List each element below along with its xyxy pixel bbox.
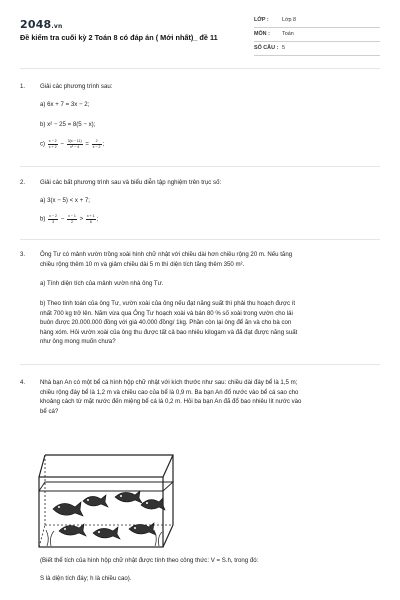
- q1-part-b: b) x² − 25 = 8(5 − x);: [40, 121, 96, 128]
- question-number: 3.: [20, 251, 26, 258]
- meta-label: LỚP :: [254, 17, 269, 23]
- part-text: buôn được 20.000.000 đồng với giá 40.000 đồng/ 1kg. Phần còn lại ông để ăn và cho bà con: [40, 319, 292, 327]
- fraction: [67, 214, 77, 224]
- q3-part-a: a) Tính diện tích của mảnh vườn nhà ông Tư.: [40, 280, 164, 287]
- fraction: [48, 214, 58, 224]
- q2-part-a: a) 3(x − 5) < x + 7;: [40, 197, 90, 204]
- question-text: bể cá?: [40, 407, 59, 415]
- q4-note-1: (Biết thể tích của hình hộp chữ nhật được tính theo công thức: V = S.h, trong đó:: [40, 557, 259, 564]
- fraction: [92, 139, 102, 149]
- fraction: [48, 139, 58, 149]
- numerator: x − 2: [49, 214, 58, 218]
- part-text: như ông mong muốn chưa?: [40, 338, 116, 346]
- question-2: [20, 178, 380, 188]
- operator: >: [79, 215, 84, 223]
- denominator: x² − 4: [70, 144, 80, 149]
- question-divider: [20, 239, 380, 240]
- question-divider: [20, 166, 380, 167]
- numerator: 2: [92, 139, 102, 145]
- denominator: 3: [52, 219, 55, 224]
- question-text: khoảng cách từ mặt nước đến miệng bể cá là 0,2 m. Hỏi ba bạn An đã đổ bao nhiêu lít nước vào: [40, 398, 302, 406]
- question-text: Ông Tư có mảnh vườn trồng xoài hình chữ nhật với chiều dài hơn chiều rộng 20 m. Nếu tăng: [40, 251, 293, 258]
- denominator: x + 2: [48, 144, 57, 149]
- part-label: c): [40, 140, 46, 148]
- question-text: Nhà bạn An có một bể cá hình hộp chữ nhật với kích thước như sau: chiều dài đáy bể là 1,5 m;: [40, 379, 298, 386]
- q2-part-b: [40, 214, 380, 224]
- fraction: [86, 214, 96, 224]
- end-mark: ;: [96, 215, 99, 223]
- question-divider: [20, 364, 380, 365]
- fish-tank-drawing: [33, 449, 183, 553]
- meta-value: Toán: [282, 31, 294, 37]
- q1-part-c: [40, 139, 380, 149]
- denominator: 2: [70, 219, 73, 224]
- numerator: 3(x − 11): [67, 139, 82, 143]
- part-label: b): [40, 215, 46, 223]
- meta-value: Lớp 8: [282, 17, 297, 23]
- question-1: [20, 82, 380, 92]
- operator: −: [60, 215, 65, 223]
- document-title: Đề kiểm tra cuối kỳ 2 Toán 8 có đáp án ( Mới nhất)_ đề 11: [20, 33, 218, 42]
- part-text: nhất 700 kg trở lên. Năm vừa qua Ông Tư hoạch xoài và bán 80 % số xoài trong vườn cho lái: [40, 309, 293, 317]
- logo-text: 2048: [20, 18, 52, 31]
- operator: =: [85, 140, 89, 148]
- numerator: x − 2: [48, 139, 57, 143]
- question-3: [20, 250, 380, 270]
- meta-label: SỐ CÂU :: [254, 45, 279, 51]
- question-text-block: [40, 250, 400, 269]
- question-text: chiều rộng đáy bể là 1,2 m và chiều cao của bể là 0,9 m. Ba bạn An đổ nước vào bể cá sao cho: [40, 388, 299, 396]
- meta-label: MÔN :: [254, 31, 270, 37]
- q4-note-2: S là diện tích đáy; h là chiều cao).: [40, 575, 132, 582]
- denominator: x − 2: [92, 144, 101, 149]
- part-text: hàng xóm. Hỏi vườn xoài của ông thu được tất cả bao nhiêu kilogam và đã đạt được năng suất: [40, 328, 298, 336]
- question-text: Giải các phương trình sau:: [40, 83, 113, 90]
- question-number: 2.: [20, 179, 26, 186]
- q1-part-a: a) 6x + 7 = 3x − 2;: [40, 101, 90, 108]
- logo-suffix: .vn: [51, 23, 63, 30]
- denominator: 6: [89, 219, 92, 224]
- question-text: chiều rộng thêm 10 m và giảm chiều dài 5 m thì diện tích tăng thêm 350 m².: [40, 260, 245, 268]
- q3-part-b: [40, 299, 380, 347]
- meta-value: 5: [282, 45, 285, 51]
- operator: −: [60, 140, 64, 148]
- fraction: [67, 139, 83, 149]
- question-text: Giải các bất phương trình sau và biểu diễn tập nghiệm trên trục số:: [40, 179, 222, 186]
- numerator: x + 1: [86, 214, 95, 218]
- question-text-block: [40, 378, 400, 416]
- fish-tank-illustration: [33, 449, 183, 553]
- numerator: x − 1: [68, 214, 76, 218]
- question-4: [20, 378, 380, 418]
- question-number: 1.: [20, 83, 26, 90]
- end-mark: ;: [102, 140, 105, 148]
- part-text: b) Theo tính toán của ông Tư, vườn xoài của ông nếu đạt năng suất thì phải thu hoạch được ít: [40, 300, 296, 307]
- question-number: 4.: [20, 379, 26, 386]
